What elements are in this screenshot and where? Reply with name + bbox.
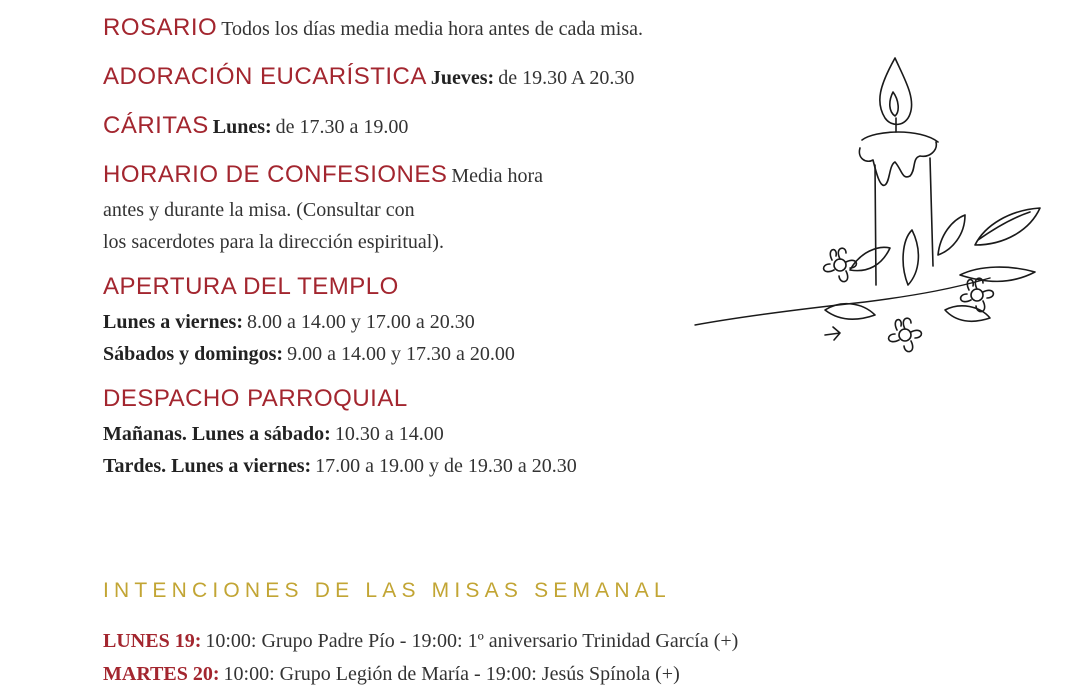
despacho-title-line xyxy=(103,385,408,416)
leaf-left xyxy=(825,304,875,319)
leaf-small xyxy=(850,247,890,270)
caritas-text: de 17.30 a 19.00 xyxy=(275,116,409,138)
apertura-row1-text: 8.00 a 14.00 y 17.00 a 20.30 xyxy=(247,311,475,333)
caritas-label: Lunes: xyxy=(212,116,272,138)
apertura-row2-label: Sábados y domingos: xyxy=(103,343,284,365)
rosario-text: Todos los días media media hora antes de cada misa. xyxy=(221,18,643,40)
confesiones-text2: antes y durante la misa. (Consultar con xyxy=(103,199,415,221)
adoracion-line xyxy=(103,63,634,94)
despacho-row1-text: 10.30 a 14.00 xyxy=(334,423,444,445)
despacho-row2-label: Tardes. Lunes a viernes: xyxy=(103,455,312,477)
confesiones-text1: Media hora xyxy=(451,165,544,187)
intenciones-day2 xyxy=(103,660,680,690)
flower-left xyxy=(824,248,857,281)
day1-label: LUNES 19: xyxy=(103,630,202,652)
day1-text: 10:00: Grupo Padre Pío - 19:00: 1º aniversario Trinidad García (+) xyxy=(205,630,739,652)
apertura-title: APERTURA DEL TEMPLO xyxy=(103,273,399,300)
apertura-row1 xyxy=(103,308,475,338)
apertura-title-line xyxy=(103,273,399,304)
confesiones-text3: los sacerdotes para la dirección espiritual). xyxy=(103,231,444,253)
despacho-row2 xyxy=(103,452,577,482)
arrow-mark xyxy=(825,327,840,340)
despacho-row1 xyxy=(103,420,444,450)
caritas-title: CÁRITAS xyxy=(103,112,209,139)
apertura-row1-label: Lunes a viernes: xyxy=(103,311,243,333)
intenciones-heading: INTENCIONES DE LAS MISAS SEMANAL xyxy=(103,579,671,602)
leaf-right-top xyxy=(975,208,1040,245)
adoracion-title: ADORACIÓN EUCARÍSTICA xyxy=(103,63,427,90)
despacho-row2-text: 17.00 a 19.00 y de 19.30 a 20.30 xyxy=(315,455,577,477)
leaf-vein-right-top xyxy=(978,212,1030,240)
candle-top-line xyxy=(862,132,938,142)
day2-label: MARTES 20: xyxy=(103,663,220,685)
rosario-line xyxy=(103,14,643,45)
candle-left-edge xyxy=(875,165,876,285)
leaf-mid xyxy=(938,215,965,255)
inner-flame-shape xyxy=(890,92,898,116)
apertura-row2 xyxy=(103,340,515,370)
leaf-bottom-right xyxy=(945,306,990,321)
adoracion-text: de 19.30 A 20.30 xyxy=(498,67,635,89)
despacho-row1-label: Mañanas. Lunes a sábado: xyxy=(103,423,331,445)
candle-right-edge xyxy=(930,158,933,266)
despacho-title: DESPACHO PARROQUIAL xyxy=(103,385,408,412)
caritas-line xyxy=(103,112,408,143)
confesiones-line1 xyxy=(103,161,543,192)
apertura-row2-text: 9.00 a 14.00 y 17.30 a 20.00 xyxy=(287,343,515,365)
confesiones-title: HORARIO DE CONFESIONES xyxy=(103,161,448,188)
candle-drip-line xyxy=(859,142,936,185)
flower-bottom xyxy=(889,318,922,351)
day2-text: 10:00: Grupo Legión de María - 19:00: Jesús Spínola (+) xyxy=(223,663,680,685)
candle-with-flowers-icon xyxy=(690,40,1050,360)
intenciones-day1 xyxy=(103,627,738,657)
rosario-title: ROSARIO xyxy=(103,14,218,41)
leaf-center xyxy=(903,230,918,285)
adoracion-label: Jueves: xyxy=(430,67,495,89)
